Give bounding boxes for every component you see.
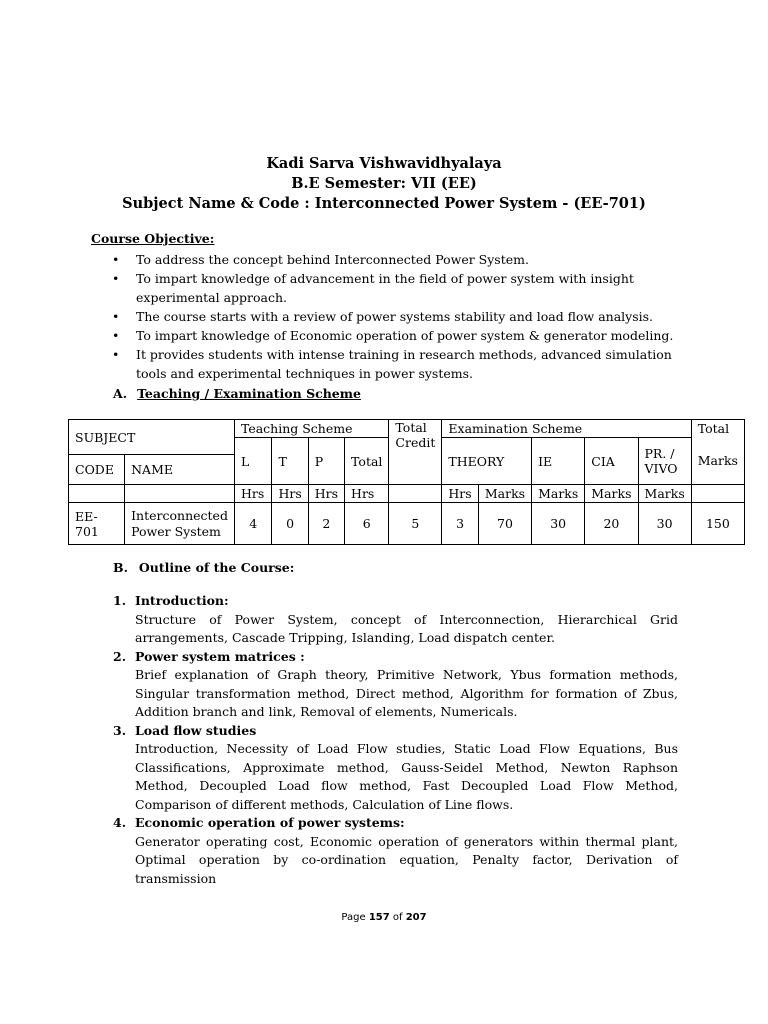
- unit-description: Generator operating cost, Economic operation of generators within thermal plant, Optimal operation by co-ordination equation, Penalty factor, Derivation of transmission: [135, 833, 678, 886]
- university-title: Kadi Sarva Vishwavidhyalaya: [266, 155, 502, 172]
- l-unit: Hrs: [234, 485, 272, 503]
- unit-description: Brief explanation of Graph theory, Primitive Network, Ybus formation methods, Singular transformation method, Direct method, Algorithm for formation of Zbus, Addition branch and link, Removal of elements, Numericals.: [135, 667, 678, 719]
- subject-header: SUBJECT: [69, 420, 235, 455]
- unit-description: Introduction, Necessity of Load Flow studies, Static Load Flow Equations, Bus Classifications, Approximate method, Gauss-Seidel Method, Newton Raphson Method, Decoupled Load flow method, Fast Decoupled Load Flow Method, Comparison of different methods, Calculation of Line flows.: [135, 741, 678, 812]
- objective-item: • To impart knowledge of advancement in the field of power system with insight experimental approach.: [108, 269, 688, 307]
- theory-marks-unit: Marks: [478, 485, 531, 503]
- objective-item: • To impart knowledge of Economic operation of power system & generator modeling.: [108, 326, 688, 345]
- course-outline-list: [113, 592, 678, 888]
- pr-marks-unit: Marks: [638, 485, 691, 503]
- unit-title: Load flow studies: [135, 722, 257, 738]
- theory-hrs-unit: Hrs: [442, 485, 478, 503]
- row-t: 0: [272, 503, 308, 545]
- course-objective-heading: Course Objective:: [91, 231, 215, 246]
- row-name: Interconnected Power System: [125, 503, 235, 545]
- total-credit-header: Total Credit: [389, 420, 442, 485]
- unit-number: 1.: [113, 593, 127, 608]
- section-a-letter: A.: [113, 386, 128, 401]
- unit-item: [113, 648, 678, 722]
- t-unit: Hrs: [272, 485, 308, 503]
- footer-page-word: Page: [341, 912, 366, 923]
- pr-vivo-header: PR. / VIVO: [638, 438, 691, 485]
- row-cia-marks: 20: [585, 503, 638, 545]
- unit-number: 2.: [113, 648, 127, 664]
- unit-description: Structure of Power System, concept of Interconnection, Hierarchical Grid arrangements, Cascade Tripping, Islanding, Load dispatch center.: [135, 611, 678, 645]
- row-credit: 5: [389, 503, 442, 545]
- row-code: EE-701: [69, 503, 125, 545]
- l-header: L: [234, 438, 272, 485]
- unit-item: [113, 592, 678, 648]
- row-p: 2: [308, 503, 344, 545]
- objective-item: • To address the concept behind Interconnected Power System.: [108, 250, 688, 269]
- section-b-letter: B.: [113, 560, 128, 575]
- unit-title: Power system matrices :: [135, 648, 305, 664]
- cia-header: CIA: [585, 438, 638, 485]
- name-header: NAME: [125, 455, 235, 485]
- ie-header: IE: [532, 438, 585, 485]
- semester-title: B.E Semester: VII (EE): [291, 175, 477, 192]
- total-unit: Hrs: [345, 485, 389, 503]
- total-header: Total: [691, 420, 744, 438]
- footer-total-pages: 207: [405, 912, 427, 923]
- row-l: 4: [234, 503, 272, 545]
- examination-scheme-header: Examination Scheme: [442, 420, 691, 438]
- section-a-title: Teaching / Examination Scheme: [137, 386, 361, 401]
- total-marks-header: Marks: [691, 438, 744, 485]
- objective-item: • The course starts with a review of power systems stability and load flow analysis.: [108, 307, 688, 326]
- unit-number: 4.: [113, 815, 127, 830]
- p-header: P: [308, 438, 344, 485]
- row-pr-marks: 30: [638, 503, 691, 545]
- row-theory-hrs: 3: [442, 503, 478, 545]
- p-unit: Hrs: [308, 485, 344, 503]
- code-header: CODE: [69, 455, 125, 485]
- footer-current-page: 157: [368, 912, 390, 923]
- row-theory-marks: 70: [478, 503, 531, 545]
- section-b-title: Outline of the Course:: [138, 560, 295, 575]
- teaching-total-header: Total: [345, 438, 389, 485]
- unit-title: Economic operation of power systems:: [135, 815, 405, 830]
- row-total-marks: 150: [691, 503, 744, 545]
- ie-marks-unit: Marks: [532, 485, 585, 503]
- unit-number: 3.: [113, 722, 127, 738]
- t-header: T: [272, 438, 308, 485]
- cia-marks-unit: Marks: [585, 485, 638, 503]
- unit-item: [113, 814, 678, 888]
- row-ie-marks: 30: [532, 503, 585, 545]
- course-objective-list: [108, 250, 688, 383]
- section-a-heading: [113, 386, 361, 401]
- subject-title: Subject Name & Code : Interconnected Power System - (EE-701): [122, 195, 646, 212]
- row-total: 6: [345, 503, 389, 545]
- footer-of-word: of: [392, 912, 403, 923]
- unit-title: Introduction:: [135, 593, 229, 608]
- teaching-scheme-header: Teaching Scheme: [234, 420, 388, 438]
- objective-item: • It provides students with intense training in research methods, advanced simulation tools and experimental techniques in power systems.: [108, 345, 688, 383]
- section-b-heading: [113, 560, 294, 575]
- theory-header: THEORY: [442, 438, 532, 485]
- teaching-examination-table: [68, 419, 745, 545]
- unit-item: [113, 722, 678, 815]
- page-footer: [0, 912, 768, 923]
